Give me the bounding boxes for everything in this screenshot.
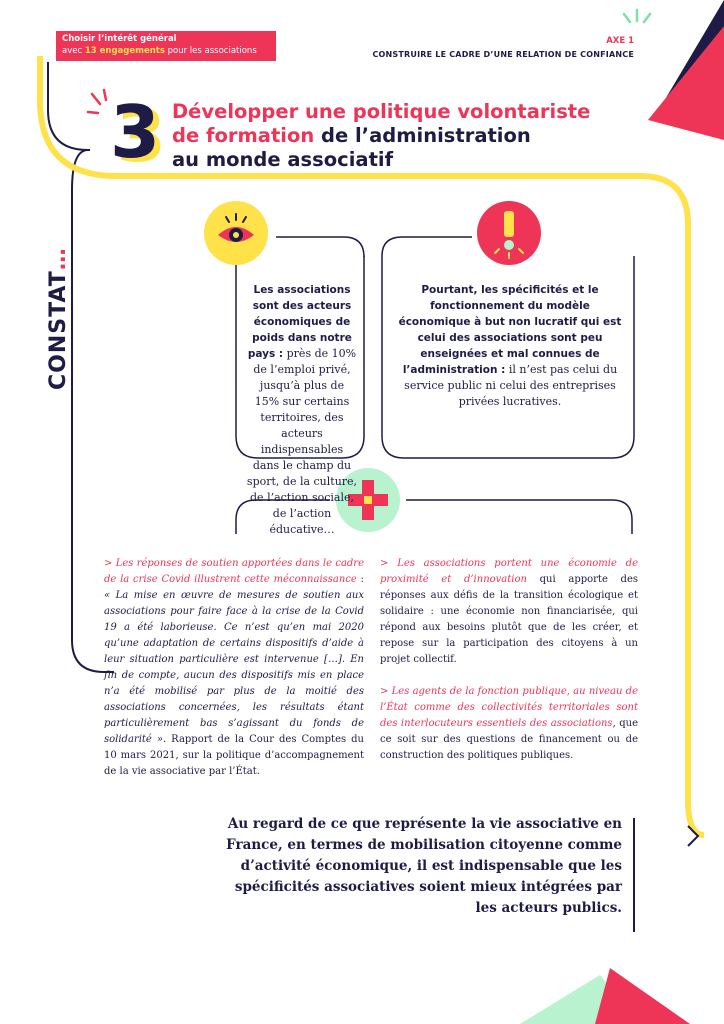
section-number: 3 <box>110 90 161 174</box>
banner-title: Choisir l’intérêt général <box>62 34 177 44</box>
title-sparkle-icon <box>88 90 106 113</box>
card-right-bold: Pourtant, les spécificités et le fonctionnement du modèle économique à but non lucratif qui est celui des associations sont peu enseignées et mal connues de l’administration : <box>398 284 622 376</box>
banner-subtitle-post: pour les associations <box>164 46 257 56</box>
bottom-triangle-pink <box>595 968 690 1024</box>
banner-highlight: 13 engagements <box>84 46 165 56</box>
card-right-top <box>382 237 472 256</box>
card-left-bold: Les associations sont des acteurs économiques de poids dans notre pays : <box>247 284 352 360</box>
axe-subtitle: CONSTRUIRE LE CADRE D’UNE RELATION DE CONFIANCE <box>372 50 634 59</box>
title-line-1: Développer une politique volontariste <box>172 100 591 123</box>
conclusion-text: Au regard de ce que représente la vie associative en France, en termes de mobilisation citoyenne comme d’activité économique, il est indispensable que les spécificités associatives soient mieux intégrées par les acteurs publics. <box>226 816 622 916</box>
column-left-tail: Rapport de la Cour des Comptes du 10 mars 2021, sur la politique d’accompagnement de la vie associative par l’État. <box>104 734 364 777</box>
card-left-top <box>276 237 364 257</box>
banner-subtitle-pre: avec <box>62 46 85 56</box>
column-left-quote: « La mise en œuvre de mesures de soutien aux associations pour faire face à la crise de la Covid 19 a été laborieuse. Ce n’est qu’en mai 2020 qu’une adaptation de certains dispositifs d’aide à leur situation particulière est intervenue […]. En fin de compte, aucun des dispositifs mis en place n’a été mobilisé par plus de la moitié des associations concernées, les résultats étant particulièrement bas s’agissant du fonds de solidarité ». <box>104 590 364 745</box>
item2-lead: Les agents de la fonction publique, au niveau de l’État comme des collectivités territoriales sont des interlocuteurs essentiels des associations <box>380 686 638 729</box>
card-right <box>398 282 622 410</box>
column-right-item-1 <box>380 556 638 668</box>
constat-label <box>46 247 71 390</box>
banner-subtitle <box>62 46 257 56</box>
item2-marker: > <box>380 686 389 697</box>
sparkle-icon <box>624 10 650 22</box>
title-line-2-pink: de formation <box>172 124 315 147</box>
item1-text: qui apporte des réponses aux défis de la transition écologique et solidaire : une économie non financiarisée, qui répond aux besoins plutôt que de les créer, et repose sur la participation des citoyens à un projet collectif. <box>380 574 639 665</box>
title-line-3: au monde associatif <box>172 148 394 171</box>
exclamation-icon <box>477 201 541 265</box>
column-left-marker: > <box>104 558 113 569</box>
title-line-2-dark: de l’administration <box>314 124 531 147</box>
column-right-item-2 <box>380 684 638 764</box>
item1-marker: > <box>380 558 389 569</box>
constat-text: CONSTAT <box>46 270 71 390</box>
card-right-body: il n’est pas celui du service public ni celui des entreprises privées lucratives. <box>404 363 618 408</box>
header-banner <box>56 31 276 61</box>
title-line-2 <box>172 124 632 148</box>
column-right <box>380 556 638 764</box>
column-left-lead: Les réponses de soutien apportées dans le cadre de la crise Covid illustrent cette méconnaissance <box>104 558 365 585</box>
constat-dots: … <box>46 247 71 271</box>
card-left-body: près de 10% de l’emploi privé, jusqu’à plus de 15% sur certains territoires, des acteurs indispensables dans le champ du sport, de la culture, de l’action sociale, de l’action éducative… <box>246 347 358 536</box>
eye-icon <box>204 201 268 265</box>
card-left <box>246 282 358 538</box>
corner-triangle-pink <box>648 26 724 140</box>
column-left-colon: : <box>356 574 364 585</box>
column-left <box>104 556 364 780</box>
page-title <box>172 100 632 172</box>
item1-lead: Les associations portent une économie de proximité et d’innovation <box>380 558 638 585</box>
item2-text: , que ce soit sur des questions de financement ou de construction des politiques publiques. <box>380 718 639 761</box>
axe-label: AXE 1 <box>606 36 634 46</box>
